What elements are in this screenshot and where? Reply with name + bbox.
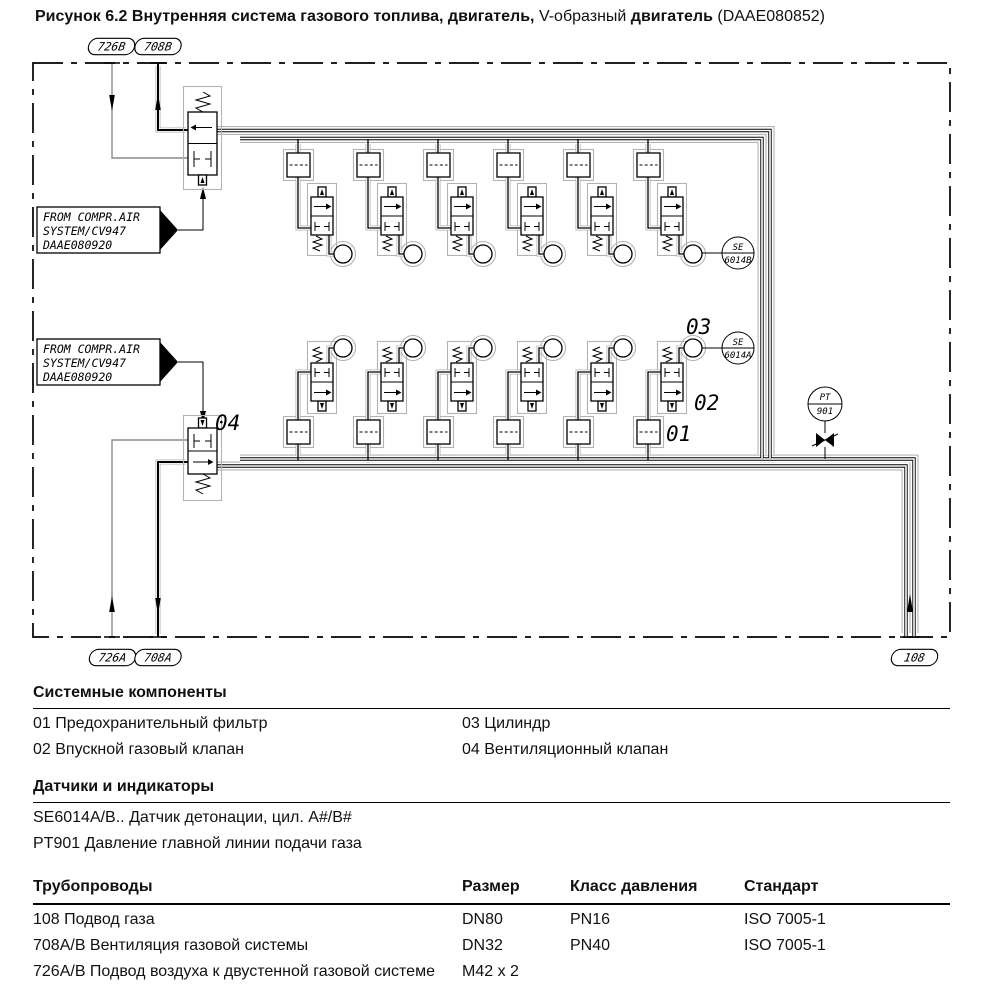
column-header: Стандарт [744, 878, 819, 895]
svg-text:108: 108 [902, 650, 927, 665]
svg-text:708A: 708A [142, 650, 174, 665]
svg-text:DAAE080920: DAAE080920 [43, 370, 113, 384]
pipe-label-708a [134, 649, 183, 665]
svg-text:PT: PT [819, 393, 831, 403]
sensors-section [33, 778, 950, 855]
sensor-row: PT901 Давление главной линии подачи газа [33, 835, 362, 852]
sensor-row: SE6014A/B.. Датчик детонации, цил. A#/B# [33, 809, 352, 826]
pipe-label-708b [134, 38, 183, 54]
svg-text:SE: SE [732, 338, 744, 348]
column-header: Класс давления [570, 878, 698, 895]
svg-text:SYSTEM/CV947: SYSTEM/CV947 [43, 224, 127, 238]
pressure-transmitter-pt901 [808, 387, 842, 459]
pipeline-name: 708A/B Вентиляция газовой системы [33, 937, 309, 954]
figure-title: Рисунок 6.2 Внутренняя система газового топлива, двигатель, V-образный двигатель (DAAE080852) [35, 8, 825, 25]
pipeline-standard [744, 957, 950, 983]
svg-text:FROM COMPR.AIR: FROM COMPR.AIR [43, 342, 140, 356]
svg-text:726B: 726B [96, 39, 127, 54]
vent-valve-top [184, 87, 222, 190]
legend-tables [33, 684, 950, 983]
pipelines-header-row [33, 872, 950, 905]
pipeline-name: 108 Подвод газа [33, 911, 155, 928]
pipeline-pressure-class: PN40 [570, 937, 611, 954]
callout-01: 01 [666, 422, 692, 446]
knock-sensor-se6014b [702, 237, 754, 269]
pipe-label-726b [87, 38, 136, 54]
system-components-section [33, 684, 950, 761]
component-item: 01 Предохранительный фильтр [33, 715, 268, 732]
svg-text:DAAE080920: DAAE080920 [43, 238, 113, 252]
pipeline-standard: ISO 7005-1 [744, 911, 826, 928]
pipelines-section [33, 872, 950, 983]
section-heading: Системные компоненты [33, 684, 950, 709]
pipeline-row [33, 957, 950, 983]
pipe-label-726a [88, 649, 137, 665]
svg-text:6014A: 6014A [724, 351, 752, 361]
pipeline-size: DN80 [462, 911, 503, 928]
pipeline-size: M42 x 2 [462, 963, 519, 980]
pipeline-pressure-class: PN16 [570, 911, 611, 928]
pipeline-standard: ISO 7005-1 [744, 937, 826, 954]
svg-text:708B: 708B [142, 39, 174, 54]
pipeline-pressure-class [570, 957, 744, 983]
component-item: 03 Цилиндр [462, 715, 551, 732]
from-compr-air-label-top [37, 207, 178, 253]
callout-02: 02 [694, 391, 720, 415]
svg-text:6014B: 6014B [724, 256, 752, 266]
arrow-right-icon [160, 342, 178, 382]
component-item: 02 Впускной газовый клапан [33, 741, 244, 758]
svg-text:SYSTEM/CV947: SYSTEM/CV947 [43, 356, 127, 370]
figure-number: Рисунок 6.2 [35, 8, 128, 25]
component-item: 04 Вентиляционный клапан [462, 741, 669, 758]
cylinder-units-bottom-bank [284, 336, 706, 461]
pilot-lines [178, 187, 206, 423]
instrument-valve-icon [816, 433, 825, 447]
column-header: Трубопроводы [33, 878, 153, 895]
section-heading: Датчики и индикаторы [33, 778, 950, 803]
callout-04: 04 [215, 411, 241, 435]
callout-03: 03 [686, 315, 712, 339]
pipe-label-108 [890, 649, 939, 665]
pipeline-row [33, 931, 950, 957]
svg-text:726A: 726A [97, 650, 128, 665]
arrow-right-icon [160, 210, 178, 250]
pipeline-name: 726A/B Подвод воздуха к двустенной газовой системе [33, 963, 435, 980]
svg-text:FROM COMPR.AIR: FROM COMPR.AIR [43, 210, 140, 224]
svg-text:SE: SE [732, 243, 744, 253]
cylinder-units-top-bank [284, 139, 706, 267]
column-header: Размер [462, 878, 520, 895]
pipeline-row [33, 905, 950, 931]
pipeline-size: DN32 [462, 937, 503, 954]
svg-text:901: 901 [816, 407, 834, 417]
from-compr-air-label-bottom [37, 339, 178, 385]
